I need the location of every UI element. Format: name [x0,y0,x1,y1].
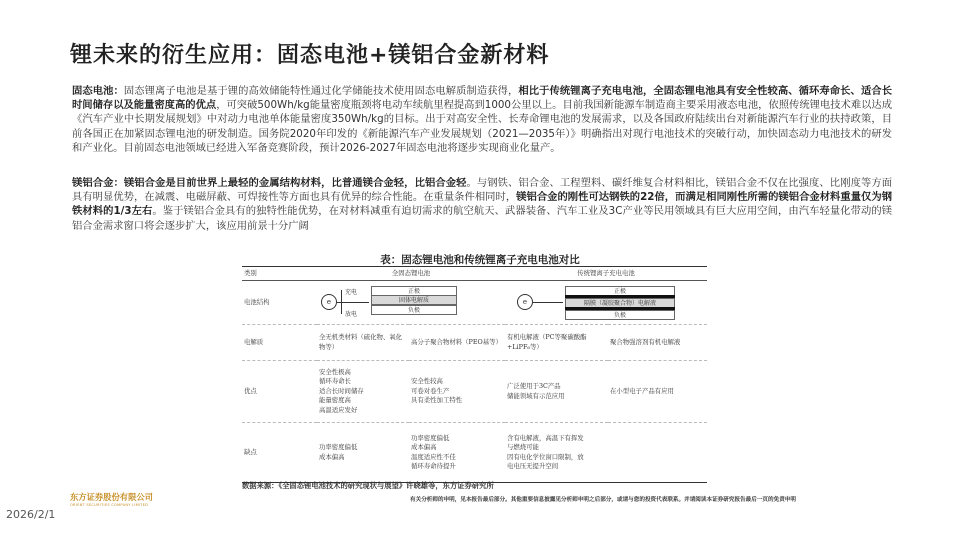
list-item: 可卷对卷生产 [411,386,450,395]
table-row-advantages [242,361,707,423]
charge-label: 充电 [345,288,358,296]
cell-dis-trad-a [505,423,608,483]
solid-electrolyte-layer: 固体电解质 [371,295,457,305]
list-item: 安全性极高 [319,367,351,376]
para2-bold2: 镁铝合金的刚性可达钢铁的22倍，而满足相同刚性所需的镁铝合金材料重量仅为钢铁材料的1/3左右 [72,191,893,218]
list-item: 成本偏高 [319,452,345,461]
cell-dis-solid-a [317,423,409,483]
cell-dis-trad-b [608,423,707,483]
trad-positive-layer: 正极 [565,286,675,296]
list-item: 循环寿命待提升 [411,462,456,470]
table-title: 表：固态锂电池和传统锂离子充电电池对比 [380,254,580,266]
row-label-advantages: 优点 [244,386,257,395]
table-row-electrolyte [242,325,707,361]
company-logo [70,491,153,507]
disclaimer-footnote: 有关分析师的申明，见本报告最后部分。其他重要信息披露见分析师申明之后部分，或请与您的投资代表联系。并请阅读本证券研究报告最后一页的免责申明 [410,497,796,503]
mg-al-alloy-paragraph [72,176,892,233]
para2-bold1: 镁铝合金是目前世界上最轻的金属结构材料，比普通镁合金轻，比铝合金轻 [123,177,467,189]
trad-electrolyte-layer: 隔膜（凝胶聚合物）电解液 [565,298,675,308]
list-item: 电电压无提升空间 [507,462,559,470]
comparison-table [242,266,707,483]
logo-en-text: ORIENT SECURITIES COMPANY LIMITED [70,503,149,507]
list-item: 具有柔性加工特性 [411,396,463,405]
date-stamp: 2026/2/1 [6,508,56,521]
solid-structure-diagram [317,281,505,325]
list-item: 适合长时间储存 [319,386,364,395]
cell-adv-trad-b: 在小型电子产品有应用 [610,386,674,395]
cell-electrolyte-solid-b: 高分子聚合物材料（PEO基等） [411,337,502,346]
para1-label: 固态电池： [72,85,124,97]
list-item: 因有电化学位窗口限制，放 [507,452,584,461]
para1-bold1: 相比于传统锂离子充电电池，全固态锂电池具有安全性较高、循环寿命长、适合长时间储存以及能量密度高的优点 [72,85,892,112]
trad-negative-layer: 负极 [565,310,675,320]
para1-text1: 固态锂离子电池是基于锂的高效储能特性通过化学储能技术使用固态电解质制造获得， [123,85,519,97]
data-source: 数据来源：《全固态锂电池技术的研究现状与展望》许晓雄等，东方证券研究所 [242,481,494,490]
discharge-label: 放电 [345,310,358,318]
cell-electrolyte-trad-a: 有机电解液（PC等聚碳酸酯+LiPF₆等） [507,333,587,351]
table-row-disadvantages [242,423,707,483]
cell-electrolyte-solid-a: 全无机类材料（硫化物、氧化物等） [319,333,403,351]
list-item: 功率密度偏低 [411,433,450,442]
para2-label: 镁铝合金： [72,177,124,189]
header-traditional: 传统锂离子充电电池 [577,268,635,277]
list-item: 安全性较高 [411,377,443,386]
traditional-structure-diagram [505,281,707,325]
para2-text2: 。鉴于镁铝合金具有的独特性能优势，在对材料减重有迫切需求的航空航天、武器装备、汽车工业及3C产业等民用领域具有巨大应用空间，由汽车轻量化带动的镁铝合金需求窗口将会逐步扩大，该应用前景十分广阔 [72,205,892,232]
bulb-icon: e [517,294,533,310]
solid-state-battery-paragraph [72,84,892,155]
list-item: 能量密度高 [319,396,351,405]
page-title: 锂未来的衍生应用：固态电池+镁铝合金新材料 [70,43,550,68]
table-row-structure [242,281,707,325]
row-label-disadvantages: 缺点 [244,447,257,456]
cell-dis-solid-b [409,423,505,483]
list-item: 高温适应发好 [319,405,358,414]
negative-layer: 负极 [371,305,457,315]
para1-text2: ，可突破500Wh/kg能量密度瓶颈将电动车续航里程提高到1000公里以上。目前我国新能源车制造商主要采用液态电池，依照传统锂电技术难以达成《汽车产业中长期发展规划》中对动力电池单体能量密度350Wh/kg的目标。出于对高安全性、长寿命锂电池的发展需求，以及各国政府陆续出台对新能源汽车行业的扶持政策，目前各国正在加紧固态锂电池的研发制造。国务院2020年印发的《新能源汽车产业发展规划（2021—2035年）》明确指出对现行电池技术的突破行动，加快固态动力电池技术的研发和产业化。目前固态电池领域已经进入军备竞赛阶段，预计2026-2027年固态电池将逐步实现商业化量产。 [72,99,893,154]
cell-adv-solid-a [317,361,409,423]
cell-adv-solid-b [409,361,505,423]
cell-electrolyte-trad-b: 聚合物强溶剂有机电解液 [610,337,681,346]
logo-cn-text: 东方证券股份有限公司 [70,492,153,502]
row-label-electrolyte: 电解质 [244,337,264,346]
header-solid-state: 全固态锂电池 [391,268,431,277]
list-item: 储能领域有示范应用 [507,391,565,400]
table-header-row [242,267,707,281]
positive-layer: 正极 [371,286,457,296]
list-item: 循环寿命长 [319,377,351,386]
list-item: 温度适应性不佳 [411,452,456,461]
cell-adv-trad-a [505,361,608,423]
list-item: 与燃烧可能 [507,443,539,451]
list-item: 成本偏高 [411,443,437,451]
row-label-structure: 电池结构 [244,297,270,306]
list-item: 含有电解液，高温下有挥发 [507,433,584,442]
para2-text1: 。与钢铁、铝合金、工程塑料、碳纤维复合材料相比，镁铝合金不仅在比强度、比刚度等方面具有明显优势，在减震、电磁屏蔽、可焊接性等方面也具有优异的综合性能。在重量条件相同时， [72,177,893,204]
list-item: 广泛使用于3C产品 [507,382,561,390]
list-item: 功率密度偏低 [319,443,358,451]
header-category: 类别 [244,268,257,277]
bulb-icon: e [321,294,337,310]
